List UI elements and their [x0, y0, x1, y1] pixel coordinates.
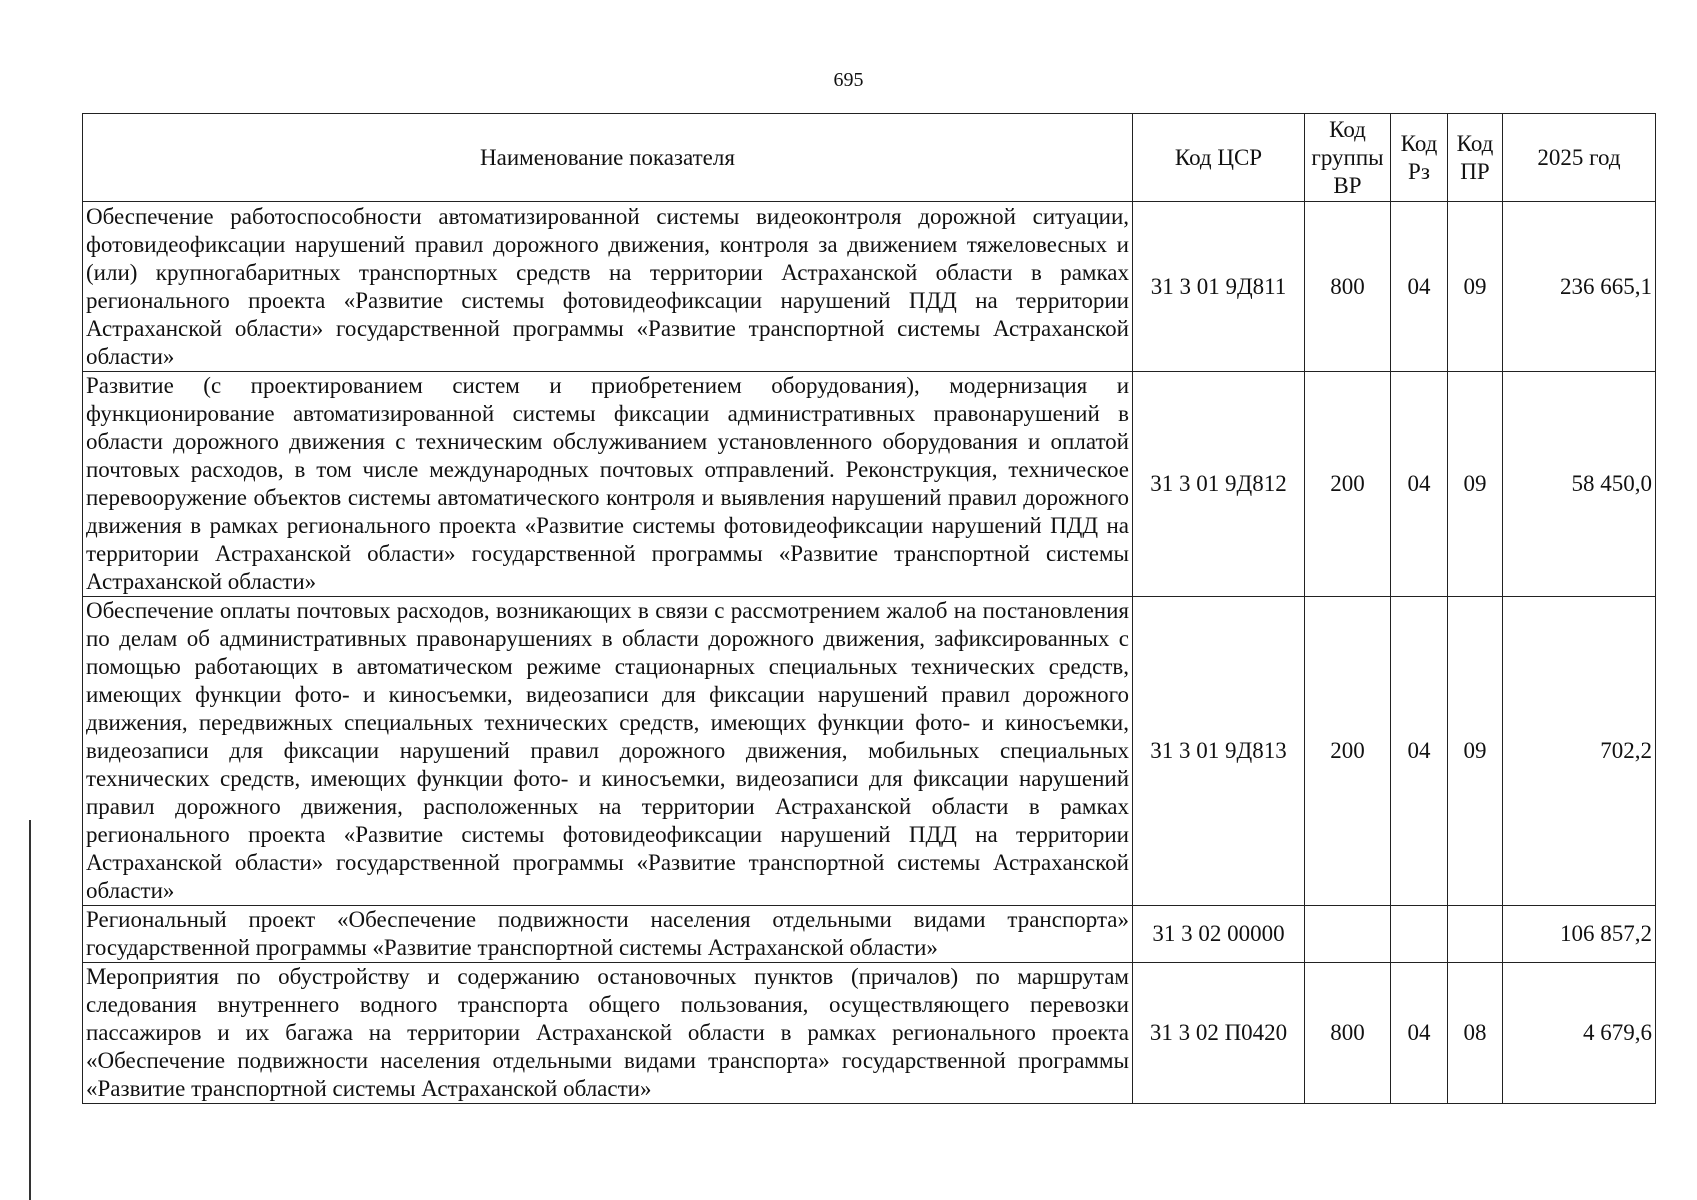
table-row [83, 597, 1656, 906]
header-rz: Код Рз [1391, 114, 1448, 202]
row-vr-code [1305, 906, 1391, 963]
row-name: Обеспечение работоспособности автоматизированной системы видеоконтроля дорожной ситуации, фотовидеофиксации нарушений правил дорожного движения, контроля за движением тяжеловесных и (или) крупногабаритных транспортных средств на территории Астраханской области в рамках регионального проекта «Развитие системы фотовидеофиксации нарушений ПДД на территории Астраханской области» государственной программы «Развитие транспортной системы Астраханской области» [83, 202, 1133, 372]
row-amount: 702,2 [1503, 597, 1656, 906]
row-name: Обеспечение оплаты почтовых расходов, возникающих в связи с рассмотрением жалоб на постановления по делам об административных правонарушениях в области дорожного движения, зафиксированных с помощью работающих в автоматическом режиме стационарных специальных технических средств, имеющих функции фото- и киносъемки, видеозаписи для фиксации нарушений правил дорожного движения, передвижных специальных технических средств, имеющих функции фото- и киносъемки, видеозаписи для фиксации нарушений правил дорожного движения, мобильных специальных технических средств, имеющих функции фото- и киносъемки, видеозаписи для фиксации нарушений правил дорожного движения, расположенных на территории Астраханской области в рамках регионального проекта «Развитие системы фотовидеофиксации нарушений ПДД на территории Астраханской области» государственной программы «Развитие транспортной системы Астраханской области» [83, 597, 1133, 906]
row-csr-code: 31 3 01 9Д813 [1133, 597, 1305, 906]
header-pr: Код ПР [1448, 114, 1503, 202]
row-name: Развитие (с проектированием систем и приобретением оборудования), модернизация и функционирование автоматизированной системы фиксации административных правонарушений в области дорожного движения с техническим обслуживанием установленного оборудования и оплатой почтовых расходов, в том числе международных почтовых отправлений. Реконструкция, техническое перевооружение объектов системы автоматического контроля и выявления нарушений правил дорожного движения в рамках регионального проекта «Развитие системы фотовидеофиксации нарушений ПДД на территории Астраханской области» государственной программы «Развитие транспортной системы Астраханской области» [83, 372, 1133, 597]
header-year: 2025 год [1503, 114, 1656, 202]
budget-table [82, 113, 1656, 1104]
row-pr-code [1448, 906, 1503, 963]
scan-edge-line [29, 820, 31, 1200]
row-pr-code: 09 [1448, 372, 1503, 597]
row-name: Мероприятия по обустройству и содержанию остановочных пунктов (причалов) по маршрутам следования внутреннего водного транспорта общего пользования, осуществляющего перевозки пассажиров и их багажа на территории Астраханской области в рамках регионального проекта «Обеспечение подвижности населения отдельными видами транспорта» государственной программы «Развитие транспортной системы Астраханской области» [83, 963, 1133, 1104]
row-rz-code [1391, 906, 1448, 963]
row-amount: 4 679,6 [1503, 963, 1656, 1104]
table-body [83, 202, 1656, 1104]
row-rz-code: 04 [1391, 372, 1448, 597]
row-csr-code: 31 3 02 00000 [1133, 906, 1305, 963]
row-vr-code: 200 [1305, 372, 1391, 597]
row-amount: 58 450,0 [1503, 372, 1656, 597]
table-row [83, 906, 1656, 963]
header-vr: Код группы ВР [1305, 114, 1391, 202]
header-csr: Код ЦСР [1133, 114, 1305, 202]
row-csr-code: 31 3 01 9Д812 [1133, 372, 1305, 597]
row-rz-code: 04 [1391, 202, 1448, 372]
row-csr-code: 31 3 01 9Д811 [1133, 202, 1305, 372]
row-csr-code: 31 3 02 П0420 [1133, 963, 1305, 1104]
row-amount: 236 665,1 [1503, 202, 1656, 372]
row-rz-code: 04 [1391, 963, 1448, 1104]
header-row [83, 114, 1656, 202]
table-header [83, 114, 1656, 202]
row-vr-code: 800 [1305, 963, 1391, 1104]
row-pr-code: 09 [1448, 202, 1503, 372]
row-amount: 106 857,2 [1503, 906, 1656, 963]
row-vr-code: 800 [1305, 202, 1391, 372]
row-pr-code: 08 [1448, 963, 1503, 1104]
header-name: Наименование показателя [83, 114, 1133, 202]
page-number: 695 [833, 69, 864, 91]
table-row [83, 963, 1656, 1104]
row-pr-code: 09 [1448, 597, 1503, 906]
row-vr-code: 200 [1305, 597, 1391, 906]
table-row [83, 202, 1656, 372]
table-row [83, 372, 1656, 597]
row-rz-code: 04 [1391, 597, 1448, 906]
row-name: Региональный проект «Обеспечение подвижности населения отдельными видами транспорта» государственной программы «Развитие транспортной системы Астраханской области» [83, 906, 1133, 963]
